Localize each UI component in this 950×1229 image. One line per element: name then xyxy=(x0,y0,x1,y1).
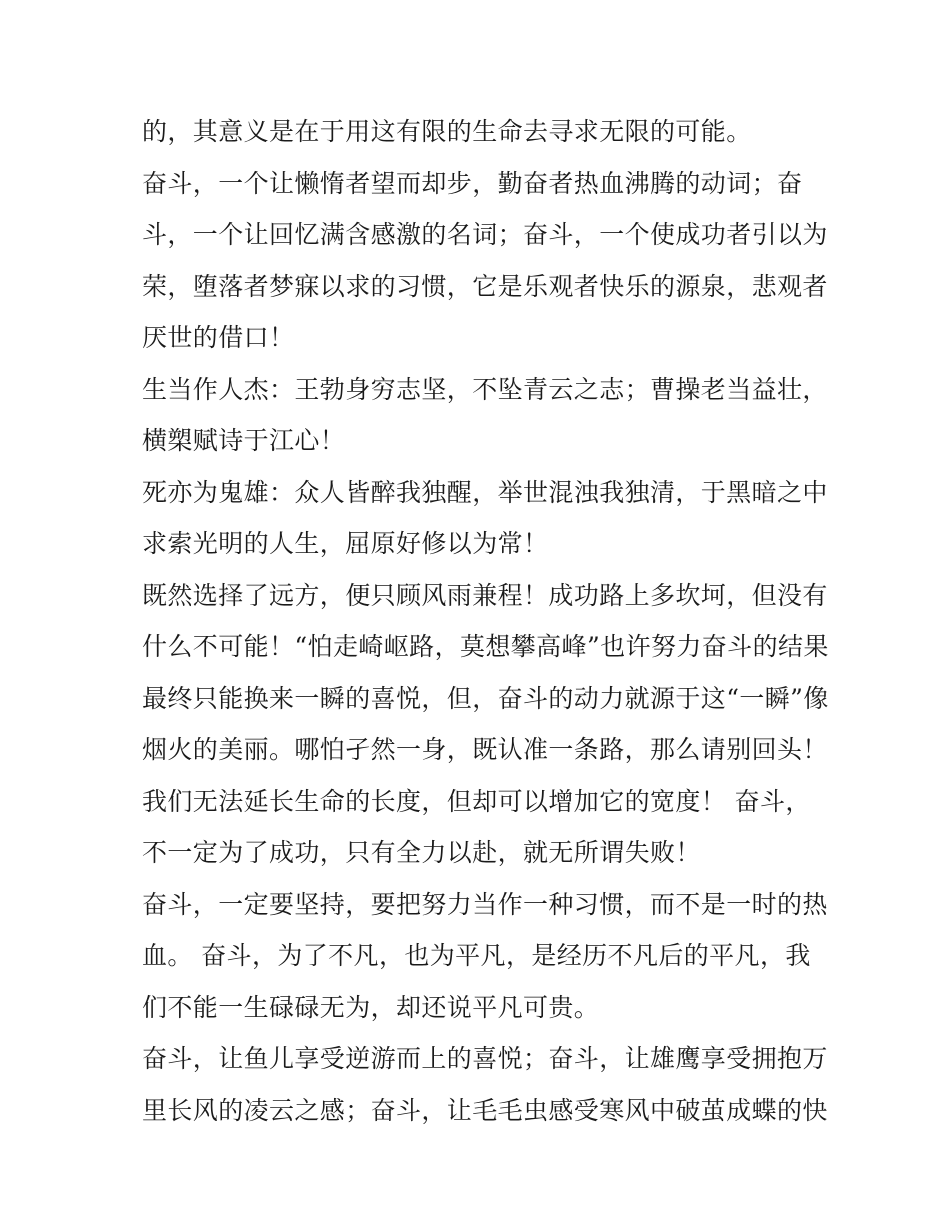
text-line: 的，其意义是在于用这有限的生命去寻求无限的可能。 xyxy=(142,117,752,146)
text-line: 奋斗，让鱼儿享受逆游而上的喜悦；奋斗，让雄鹰享受拥抱万 xyxy=(142,1044,828,1073)
text-line: 斗，一个让回忆满含感激的名词；奋斗，一个使成功者引以为 xyxy=(142,220,828,249)
text-line: 血。 奋斗，为了不凡，也为平凡，是经历不凡后的平凡，我 xyxy=(142,941,811,970)
text-line: 生当作人杰：王勃身穷志坚，不坠青云之志；曹操老当益壮， xyxy=(142,374,828,404)
text-line: 不一定为了成功，只有全力以赴，就无所谓失败！ xyxy=(142,838,701,867)
text-line: 奋斗，一定要坚持，要把努力当作一种习惯，而不是一时的热 xyxy=(142,889,828,919)
text-line: 荣，堕落者梦寐以求的习惯，它是乐观者快乐的源泉，悲观者 xyxy=(142,271,828,301)
text-line: 求索光明的人生，屈原好修以为常！ xyxy=(142,529,549,558)
text-line: 既然选择了远方，便只顾风雨兼程！成功路上多坎坷，但没有 xyxy=(142,580,828,610)
text-line: 厌世的借口！ xyxy=(142,323,295,352)
text-line: 里长风的凌云之感；奋斗，让毛毛虫感受寒风中破茧成蝶的快 xyxy=(142,1095,828,1125)
text-line: 最终只能换来一瞬的喜悦，但，奋斗的动力就源于这“一瞬”像 xyxy=(142,683,829,713)
text-line: 横槊赋诗于江心！ xyxy=(142,426,346,455)
text-line: 死亦为鬼雄：众人皆醉我独醒，举世混浊我独清，于黑暗之中 xyxy=(142,477,828,507)
text-line: 什么不可能！“怕走崎岖路，莫想攀高峰”也许努力奋斗的结果 xyxy=(142,632,829,661)
body-text xyxy=(142,106,842,1136)
text-line: 们不能一生碌碌无为，却还说平凡可贵。 xyxy=(142,992,600,1022)
text-line: 烟火的美丽。哪怕孑然一身，既认准一条路，那么请别回头！ xyxy=(142,735,828,764)
text-line: 我们无法延长生命的长度，但却可以增加它的宽度！ 奋斗， xyxy=(142,786,811,816)
text-line: 奋斗，一个让懒惰者望而却步，勤奋者热血沸腾的动词；奋 xyxy=(142,168,803,198)
